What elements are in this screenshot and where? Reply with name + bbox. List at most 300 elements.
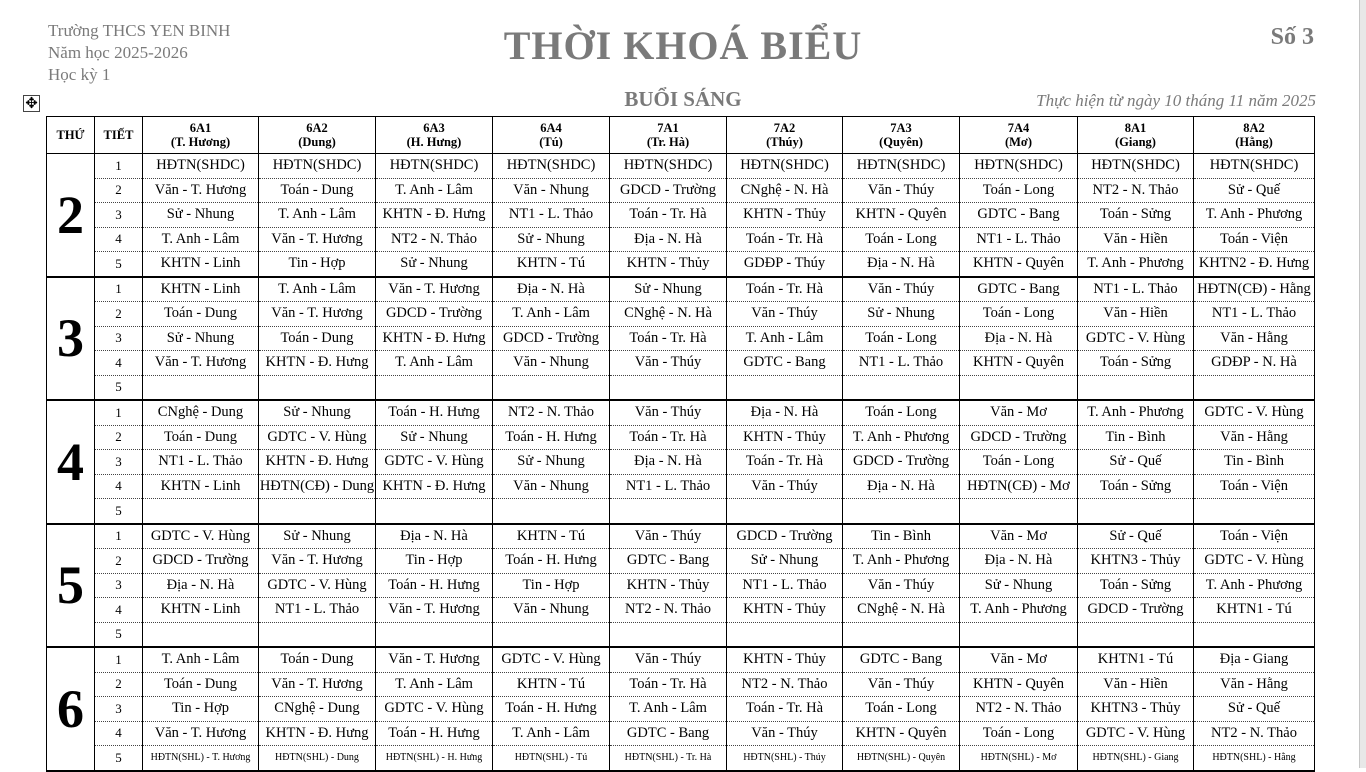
lesson-cell: Toán - Dung <box>143 302 259 327</box>
lesson-cell: Văn - T. Hương <box>143 178 259 203</box>
lesson-cell: KHTN3 - Thủy <box>1078 549 1194 574</box>
period-cell: 2 <box>95 425 143 450</box>
lesson-cell: KHTN - Quyên <box>960 252 1078 277</box>
lesson-cell: Sử - Quế <box>1078 524 1194 549</box>
lesson-cell <box>1194 622 1315 647</box>
lesson-cell <box>610 375 727 400</box>
lesson-cell <box>493 622 610 647</box>
lesson-cell: GDTC - V. Hùng <box>1194 549 1315 574</box>
lesson-cell: KHTN3 - Thủy <box>1078 697 1194 722</box>
scrollbar[interactable] <box>1359 0 1366 768</box>
lesson-cell: CNghệ - N. Hà <box>610 302 727 327</box>
lesson-cell <box>843 375 960 400</box>
lesson-cell: Sử - Nhung <box>259 400 376 425</box>
lesson-cell: Sử - Nhung <box>960 573 1078 598</box>
lesson-cell: HĐTN(SHDC) <box>1078 154 1194 179</box>
lesson-cell: CNghệ - N. Hà <box>843 598 960 623</box>
lesson-cell: HĐTN(SHDC) <box>259 154 376 179</box>
class-name: 8A2 <box>1243 121 1265 135</box>
lesson-cell <box>1078 499 1194 524</box>
class-header <box>493 117 610 154</box>
lesson-cell: Toán - Viện <box>1194 474 1315 499</box>
lesson-cell: T. Anh - Lâm <box>259 277 376 302</box>
lesson-cell: Văn - Thúy <box>610 647 727 672</box>
lesson-cell: Văn - Thúy <box>843 178 960 203</box>
lesson-cell: GDTC - V. Hùng <box>376 697 493 722</box>
lesson-cell: T. Anh - Lâm <box>143 227 259 252</box>
class-name: 7A2 <box>773 121 796 135</box>
lesson-cell: GDTC - Bang <box>960 203 1078 228</box>
table-row <box>47 375 1315 400</box>
lesson-cell: Toán - Dung <box>143 672 259 697</box>
lesson-cell: HĐTN(SHDC) <box>493 154 610 179</box>
lesson-cell: KHTN - Linh <box>143 474 259 499</box>
lesson-cell: Văn - Nhung <box>493 351 610 376</box>
lesson-cell <box>1078 375 1194 400</box>
lesson-cell: Văn - Hiền <box>1078 227 1194 252</box>
lesson-cell: KHTN - Thủy <box>727 647 843 672</box>
lesson-cell: Toán - Long <box>960 302 1078 327</box>
period-cell: 5 <box>95 252 143 277</box>
lesson-cell: T. Anh - Phương <box>1078 400 1194 425</box>
lesson-cell: KHTN - Quyên <box>843 721 960 746</box>
lesson-cell: Toán - H. Hưng <box>493 425 610 450</box>
lesson-cell: KHTN - Thủy <box>727 203 843 228</box>
lesson-cell: KHTN - Đ. Hưng <box>259 721 376 746</box>
lesson-cell: Toán - Tr. Hà <box>727 450 843 475</box>
lesson-cell: Văn - Nhung <box>493 474 610 499</box>
lesson-cell: Sử - Nhung <box>843 302 960 327</box>
lesson-cell: KHTN - Tú <box>493 252 610 277</box>
school-year: Năm học 2025-2026 <box>48 43 188 62</box>
lesson-cell: Toán - Tr. Hà <box>727 227 843 252</box>
lesson-cell: GDCD - Trường <box>1078 598 1194 623</box>
semester: Học kỳ 1 <box>48 65 111 84</box>
class-teacher: (Hằng) <box>1235 135 1273 149</box>
lesson-cell: KHTN - Đ. Hưng <box>259 450 376 475</box>
day-header: THỨ <box>47 117 95 154</box>
lesson-cell: NT1 - L. Thảo <box>259 598 376 623</box>
lesson-cell: HĐTN(CĐ) - Mơ <box>960 474 1078 499</box>
lesson-cell: Toán - H. Hưng <box>493 697 610 722</box>
lesson-cell: GDTC - V. Hùng <box>259 425 376 450</box>
table-row <box>47 474 1315 499</box>
lesson-cell: Toán - Tr. Hà <box>610 425 727 450</box>
class-header <box>843 117 960 154</box>
day-cell: 3 <box>47 277 95 401</box>
lesson-cell: HĐTN(SHDC) <box>727 154 843 179</box>
lesson-cell: Toán - Sửng <box>1078 474 1194 499</box>
lesson-cell: Toán - Long <box>960 721 1078 746</box>
lesson-cell: HĐTN(SHL) - Hằng <box>1194 746 1315 771</box>
lesson-cell: Sử - Nhung <box>727 549 843 574</box>
lesson-cell: GDCD - Trường <box>376 302 493 327</box>
lesson-cell: Văn - T. Hương <box>259 672 376 697</box>
lesson-cell: Địa - N. Hà <box>143 573 259 598</box>
lesson-cell: KHTN - Quyên <box>960 672 1078 697</box>
lesson-cell: CNghệ - Dung <box>259 697 376 722</box>
lesson-cell: HĐTN(SHL) - Tú <box>493 746 610 771</box>
lesson-cell: HĐTN(SHDC) <box>610 154 727 179</box>
day-cell: 2 <box>47 154 95 277</box>
lesson-cell: Văn - Thúy <box>727 721 843 746</box>
lesson-cell: GDTC - V. Hùng <box>143 524 259 549</box>
lesson-cell: Toán - Long <box>960 178 1078 203</box>
lesson-cell <box>1194 499 1315 524</box>
lesson-cell: NT2 - N. Thảo <box>727 672 843 697</box>
lesson-cell: Sử - Nhung <box>610 277 727 302</box>
lesson-cell: Sử - Nhung <box>143 326 259 351</box>
lesson-cell: Văn - Hằng <box>1194 326 1315 351</box>
lesson-cell: KHTN - Linh <box>143 252 259 277</box>
timetable <box>46 116 1315 772</box>
lesson-cell: Văn - Thúy <box>727 302 843 327</box>
lesson-cell: HĐTN(CĐ) - Hằng <box>1194 277 1315 302</box>
period-cell: 3 <box>95 450 143 475</box>
lesson-cell: NT2 - N. Thảo <box>610 598 727 623</box>
lesson-cell: Toán - Long <box>960 450 1078 475</box>
lesson-cell: NT1 - L. Thảo <box>1194 302 1315 327</box>
lesson-cell <box>493 499 610 524</box>
lesson-cell: Văn - T. Hương <box>143 351 259 376</box>
period-cell: 3 <box>95 203 143 228</box>
class-header <box>960 117 1078 154</box>
lesson-cell: T. Anh - Lâm <box>376 672 493 697</box>
class-header <box>727 117 843 154</box>
lesson-cell: Văn - Thúy <box>727 474 843 499</box>
lesson-cell: Tin - Bình <box>843 524 960 549</box>
table-row <box>47 178 1315 203</box>
table-row <box>47 647 1315 672</box>
lesson-cell: Toán - Sửng <box>1078 351 1194 376</box>
lesson-cell: Văn - Nhung <box>493 598 610 623</box>
lesson-cell: Toán - Viện <box>1194 524 1315 549</box>
table-row <box>47 400 1315 425</box>
school-name: Trường THCS YEN BINH <box>48 21 231 40</box>
lesson-cell: NT2 - N. Thảo <box>493 400 610 425</box>
lesson-cell: T. Anh - Lâm <box>376 351 493 376</box>
lesson-cell <box>960 375 1078 400</box>
lesson-cell: Địa - N. Hà <box>843 474 960 499</box>
lesson-cell: Văn - Mơ <box>960 524 1078 549</box>
lesson-cell: HĐTN(SHDC) <box>843 154 960 179</box>
period-cell: 5 <box>95 375 143 400</box>
lesson-cell: GDĐP - Thúy <box>727 252 843 277</box>
lesson-cell: GDTC - V. Hùng <box>493 647 610 672</box>
day-cell: 5 <box>47 524 95 648</box>
table-row <box>47 672 1315 697</box>
lesson-cell: GDTC - Bang <box>843 647 960 672</box>
lesson-cell: T. Anh - Lâm <box>493 721 610 746</box>
lesson-cell: NT2 - N. Thảo <box>1194 721 1315 746</box>
lesson-cell: CNghệ - Dung <box>143 400 259 425</box>
lesson-cell: Toán - Dung <box>143 425 259 450</box>
lesson-cell: Địa - N. Hà <box>493 277 610 302</box>
lesson-cell: Sử - Nhung <box>376 425 493 450</box>
lesson-cell: HĐTN(SHL) - Thúy <box>727 746 843 771</box>
class-name: 6A4 <box>540 121 562 135</box>
lesson-cell: GDCD - Trường <box>843 450 960 475</box>
lesson-cell: KHTN - Linh <box>143 277 259 302</box>
lesson-cell: NT1 - L. Thảo <box>843 351 960 376</box>
lesson-cell: Toán - Tr. Hà <box>610 326 727 351</box>
class-teacher: (Thúy) <box>766 135 803 149</box>
lesson-cell <box>376 499 493 524</box>
class-header <box>376 117 493 154</box>
lesson-cell: Địa - N. Hà <box>376 524 493 549</box>
period-cell: 4 <box>95 598 143 623</box>
lesson-cell: Sử - Nhung <box>493 450 610 475</box>
lesson-cell: Văn - Hiền <box>1078 672 1194 697</box>
lesson-cell: Sử - Quế <box>1194 697 1315 722</box>
lesson-cell: Văn - Thúy <box>843 573 960 598</box>
lesson-cell: KHTN1 - Tú <box>1194 598 1315 623</box>
lesson-cell: GDTC - V. Hùng <box>1078 721 1194 746</box>
lesson-cell: KHTN - Tú <box>493 672 610 697</box>
lesson-cell: HĐTN(SHL) - Mơ <box>960 746 1078 771</box>
lesson-cell: GDTC - Bang <box>727 351 843 376</box>
lesson-cell: Tin - Hợp <box>143 697 259 722</box>
lesson-cell: Toán - Dung <box>259 647 376 672</box>
table-row <box>47 549 1315 574</box>
period-cell: 4 <box>95 227 143 252</box>
class-header <box>143 117 259 154</box>
day-cell: 6 <box>47 647 95 771</box>
table-row <box>47 697 1315 722</box>
period-cell: 2 <box>95 178 143 203</box>
period-cell: 3 <box>95 573 143 598</box>
lesson-cell: Sử - Nhung <box>143 203 259 228</box>
class-header <box>1078 117 1194 154</box>
lesson-cell: Toán - Dung <box>259 326 376 351</box>
lesson-cell: GDTC - V. Hùng <box>1078 326 1194 351</box>
lesson-cell: T. Anh - Lâm <box>610 697 727 722</box>
class-name: 7A3 <box>890 121 912 135</box>
lesson-cell: KHTN - Thủy <box>610 573 727 598</box>
lesson-cell: KHTN - Quyên <box>843 203 960 228</box>
lesson-cell: Toán - H. Hưng <box>493 549 610 574</box>
lesson-cell: Tin - Hợp <box>376 549 493 574</box>
lesson-cell: Địa - Giang <box>1194 647 1315 672</box>
period-cell: 1 <box>95 647 143 672</box>
lesson-cell: Toán - Tr. Hà <box>610 672 727 697</box>
lesson-cell <box>259 622 376 647</box>
lesson-cell: HĐTN(SHL) - H. Hưng <box>376 746 493 771</box>
lesson-cell: Toán - Tr. Hà <box>610 203 727 228</box>
class-teacher: (Tr. Hà) <box>646 135 690 149</box>
lesson-cell: Toán - H. Hưng <box>376 400 493 425</box>
class-name: 6A1 <box>189 121 212 135</box>
lesson-cell: Sử - Nhung <box>259 524 376 549</box>
lesson-cell: GDCD - Trường <box>143 549 259 574</box>
lesson-cell: Tin - Bình <box>1078 425 1194 450</box>
lesson-cell <box>843 622 960 647</box>
lesson-cell: KHTN - Đ. Hưng <box>376 474 493 499</box>
lesson-cell: Tin - Hợp <box>259 252 376 277</box>
lesson-cell: Địa - N. Hà <box>843 252 960 277</box>
table-row <box>47 425 1315 450</box>
lesson-cell: NT1 - L. Thảo <box>960 227 1078 252</box>
lesson-cell: Sử - Quế <box>1194 178 1315 203</box>
lesson-cell <box>727 622 843 647</box>
lesson-cell: T. Anh - Lâm <box>376 178 493 203</box>
lesson-cell: T. Anh - Phương <box>1078 252 1194 277</box>
lesson-cell: Văn - T. Hương <box>259 549 376 574</box>
table-row <box>47 351 1315 376</box>
lesson-cell: GDTC - V. Hùng <box>376 450 493 475</box>
lesson-cell: HĐTN(SHL) - T. Hương <box>143 746 259 771</box>
lesson-cell: KHTN - Thủy <box>727 598 843 623</box>
lesson-cell: Địa - N. Hà <box>727 400 843 425</box>
lesson-cell: Toán - Long <box>843 400 960 425</box>
lesson-cell: GDCD - Trường <box>610 178 727 203</box>
lesson-cell: Địa - N. Hà <box>610 450 727 475</box>
lesson-cell: Văn - Thúy <box>610 524 727 549</box>
class-header <box>1194 117 1315 154</box>
period-cell: 1 <box>95 524 143 549</box>
lesson-cell: Văn - T. Hương <box>376 647 493 672</box>
lesson-cell: Văn - T. Hương <box>376 598 493 623</box>
period-cell: 5 <box>95 746 143 771</box>
day-cell: 4 <box>47 400 95 524</box>
lesson-cell: KHTN2 - Đ. Hưng <box>1194 252 1315 277</box>
lesson-cell: T. Anh - Lâm <box>259 203 376 228</box>
lesson-cell: Văn - Mơ <box>960 400 1078 425</box>
lesson-cell: HĐTN(SHL) - Tr. Hà <box>610 746 727 771</box>
lesson-cell: KHTN - Thủy <box>727 425 843 450</box>
lesson-cell: Văn - Hằng <box>1194 672 1315 697</box>
table-row <box>47 203 1315 228</box>
lesson-cell: Văn - T. Hương <box>259 302 376 327</box>
lesson-cell <box>960 499 1078 524</box>
lesson-cell: Toán - H. Hưng <box>376 721 493 746</box>
lesson-cell: GDTC - Bang <box>610 721 727 746</box>
lesson-cell: Sử - Nhung <box>493 227 610 252</box>
table-row <box>47 450 1315 475</box>
lesson-cell: T. Anh - Lâm <box>493 302 610 327</box>
lesson-cell: Văn - Hằng <box>1194 425 1315 450</box>
lesson-cell <box>143 499 259 524</box>
lesson-cell: NT1 - L. Thảo <box>610 474 727 499</box>
lesson-cell: NT1 - L. Thảo <box>143 450 259 475</box>
lesson-cell: NT1 - L. Thảo <box>493 203 610 228</box>
lesson-cell: KHTN - Đ. Hưng <box>376 203 493 228</box>
lesson-cell: KHTN - Thủy <box>610 252 727 277</box>
lesson-cell: GDĐP - N. Hà <box>1194 351 1315 376</box>
effective-date: Thực hiện từ ngày 10 tháng 11 năm 2025 <box>1036 91 1316 110</box>
lesson-cell: NT1 - L. Thảo <box>1078 277 1194 302</box>
period-cell: 2 <box>95 302 143 327</box>
table-move-handle-icon[interactable]: ✥ <box>23 95 40 112</box>
table-row <box>47 326 1315 351</box>
table-row <box>47 598 1315 623</box>
lesson-cell <box>259 499 376 524</box>
lesson-cell: Toán - Long <box>843 697 960 722</box>
class-header <box>259 117 376 154</box>
lesson-cell: HĐTN(SHDC) <box>960 154 1078 179</box>
lesson-cell: HĐTN(CĐ) - Dung <box>259 474 376 499</box>
lesson-cell <box>843 499 960 524</box>
table-row <box>47 524 1315 549</box>
class-name: 8A1 <box>1124 121 1147 135</box>
lesson-cell <box>610 622 727 647</box>
lesson-cell: NT2 - N. Thảo <box>376 227 493 252</box>
lesson-cell: Địa - N. Hà <box>960 549 1078 574</box>
lesson-cell: Địa - N. Hà <box>610 227 727 252</box>
lesson-cell: Văn - Hiền <box>1078 302 1194 327</box>
lesson-cell: T. Anh - Phương <box>1194 203 1315 228</box>
lesson-cell: GDTC - Bang <box>960 277 1078 302</box>
lesson-cell: HĐTN(SHL) - Quyên <box>843 746 960 771</box>
lesson-cell: KHTN - Linh <box>143 598 259 623</box>
lesson-cell <box>143 622 259 647</box>
period-cell: 3 <box>95 697 143 722</box>
lesson-cell: CNghệ - N. Hà <box>727 178 843 203</box>
class-teacher: (Mơ) <box>1004 135 1033 149</box>
period-cell: 2 <box>95 549 143 574</box>
table-row <box>47 573 1315 598</box>
class-teacher: (H. Hưng) <box>406 135 462 149</box>
lesson-cell: Toán - Dung <box>259 178 376 203</box>
lesson-cell: GDCD - Trường <box>493 326 610 351</box>
lesson-cell: Tin - Hợp <box>493 573 610 598</box>
period-cell: 1 <box>95 400 143 425</box>
lesson-cell: T. Anh - Lâm <box>727 326 843 351</box>
lesson-cell: HĐTN(SHDC) <box>143 154 259 179</box>
class-teacher: (Dung) <box>298 135 336 149</box>
lesson-cell: Sử - Quế <box>1078 450 1194 475</box>
period-cell: 4 <box>95 721 143 746</box>
period-cell: 1 <box>95 154 143 179</box>
lesson-cell: Toán - Viện <box>1194 227 1315 252</box>
schedule-number: Số 3 <box>1270 24 1314 50</box>
period-cell: 2 <box>95 672 143 697</box>
table-row <box>47 746 1315 771</box>
lesson-cell: GDCD - Trường <box>960 425 1078 450</box>
session-label: BUỔI SÁNG <box>624 87 742 111</box>
lesson-cell: Văn - Thúy <box>843 672 960 697</box>
lesson-cell: HĐTN(SHL) - Giang <box>1078 746 1194 771</box>
lesson-cell <box>259 375 376 400</box>
lesson-cell: T. Anh - Phương <box>843 425 960 450</box>
lesson-cell: Văn - T. Hương <box>143 721 259 746</box>
lesson-cell: NT1 - L. Thảo <box>727 573 843 598</box>
lesson-cell: HĐTN(SHDC) <box>376 154 493 179</box>
class-name: 7A1 <box>657 121 679 135</box>
lesson-cell: NT2 - N. Thảo <box>960 697 1078 722</box>
lesson-cell <box>376 622 493 647</box>
lesson-cell: Văn - T. Hương <box>376 277 493 302</box>
lesson-cell: Văn - Mơ <box>960 647 1078 672</box>
table-row <box>47 499 1315 524</box>
lesson-cell: Văn - Thúy <box>610 400 727 425</box>
class-name: 7A4 <box>1007 121 1030 135</box>
period-cell: 4 <box>95 474 143 499</box>
lesson-cell: HĐTN(SHL) - Dung <box>259 746 376 771</box>
lesson-cell: Văn - Thúy <box>610 351 727 376</box>
lesson-cell <box>610 499 727 524</box>
lesson-cell <box>1194 375 1315 400</box>
lesson-cell: Tin - Bình <box>1194 450 1315 475</box>
lesson-cell: Toán - Tr. Hà <box>727 697 843 722</box>
table-row <box>47 154 1315 179</box>
lesson-cell: GDCD - Trường <box>727 524 843 549</box>
table-row <box>47 302 1315 327</box>
class-teacher: (Giang) <box>1115 135 1156 149</box>
lesson-cell: KHTN - Tú <box>493 524 610 549</box>
lesson-cell: Văn - Nhung <box>493 178 610 203</box>
lesson-cell: KHTN - Quyên <box>960 351 1078 376</box>
